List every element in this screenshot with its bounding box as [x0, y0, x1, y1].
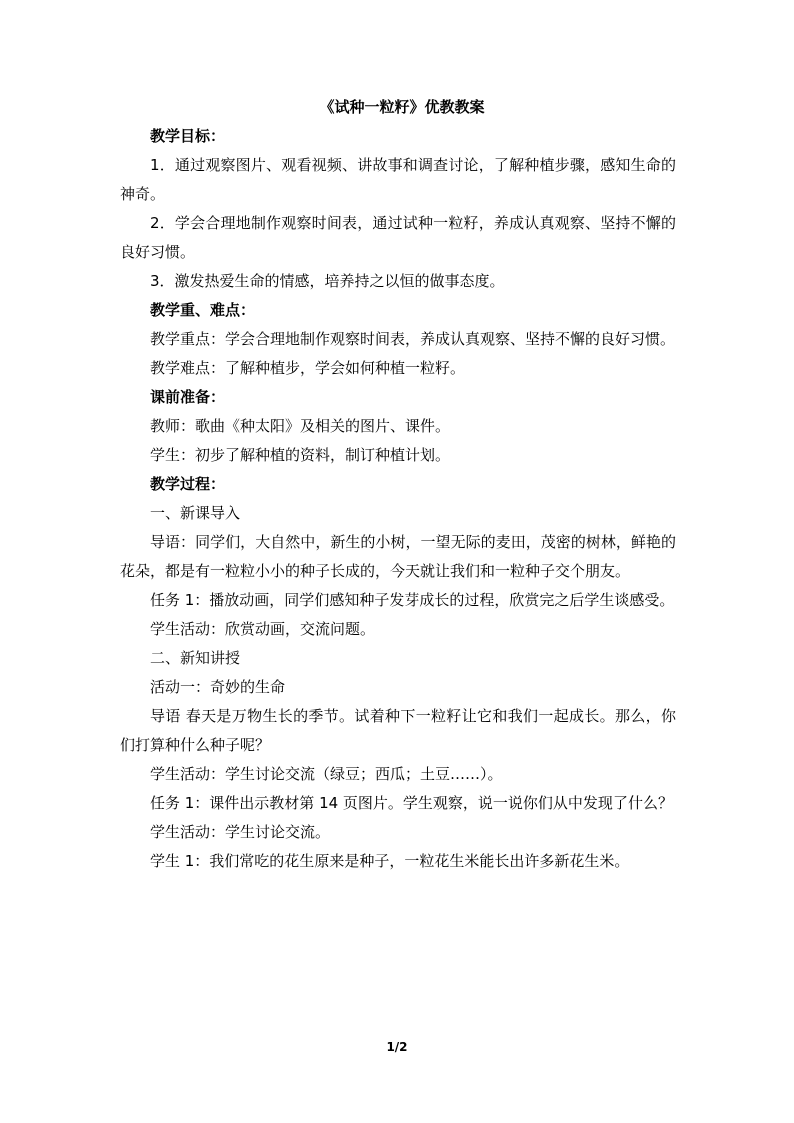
paragraph: 任务 1：课件出示教材第 14 页图片。学生观察，说一说你们从中发现了什么？	[150, 794, 673, 812]
paragraph: 二、新知讲授	[150, 649, 241, 667]
section-heading: 课前准备：	[150, 388, 226, 406]
page-number: 1/2	[386, 1040, 408, 1054]
paragraph: 活动一：奇妙的生命	[150, 678, 286, 696]
paragraph: 学生活动：欣赏动画，交流问题。	[150, 620, 376, 638]
paragraph: 1．通过观察图片、观看视频、讲故事和调查讨论，了解种植步骤，感知生命的神奇。	[120, 156, 676, 203]
section-heading: 教学重、难点：	[150, 301, 256, 319]
paragraph: 教师：歌曲《种太阳》及相关的图片、课件。	[150, 417, 451, 435]
paragraph: 学生：初步了解种植的资料，制订种植计划。	[150, 446, 451, 464]
paragraph: 学生活动：学生讨论交流。	[150, 823, 331, 841]
document-title: 《试种一粒籽》优教教案	[319, 98, 485, 116]
paragraph: 教学难点：了解种植步，学会如何种植一粒籽。	[150, 359, 466, 377]
section-heading: 教学目标：	[150, 127, 226, 145]
paragraph: 导语：同学们，大自然中，新生的小树，一望无际的麦田，茂密的树林，鲜艳的花朵，都是有一粒粒小小的种子长成的，今天就让我们和一粒种子交个朋友。	[120, 533, 676, 580]
paragraph: 任务 1：播放动画，同学们感知种子发芽成长的过程，欣赏完之后学生谈感受。	[150, 591, 675, 609]
paragraph: 教学重点：学会合理地制作观察时间表，养成认真观察、坚持不懈的良好习惯。	[150, 330, 676, 348]
paragraph: 学生活动：学生讨论交流（绿豆；西瓜；土豆……）。	[150, 765, 503, 783]
paragraph: 学生 1：我们常吃的花生原来是种子，一粒花生米能长出许多新花生米。	[150, 852, 630, 870]
section-heading: 教学过程：	[150, 475, 226, 493]
paragraph: 一、新课导入	[150, 504, 241, 522]
paragraph: 3．激发热爱生命的情感，培养持之以恒的做事态度。	[150, 272, 505, 290]
paragraph: 2．学会合理地制作观察时间表，通过试种一粒籽，养成认真观察、坚持不懈的良好习惯。	[120, 214, 676, 261]
paragraph: 导语 春天是万物生长的季节。试着种下一粒籽让它和我们一起成长。那么，你们打算种什么种子呢？	[120, 707, 676, 754]
document-body	[120, 122, 676, 876]
document-page	[120, 92, 676, 876]
